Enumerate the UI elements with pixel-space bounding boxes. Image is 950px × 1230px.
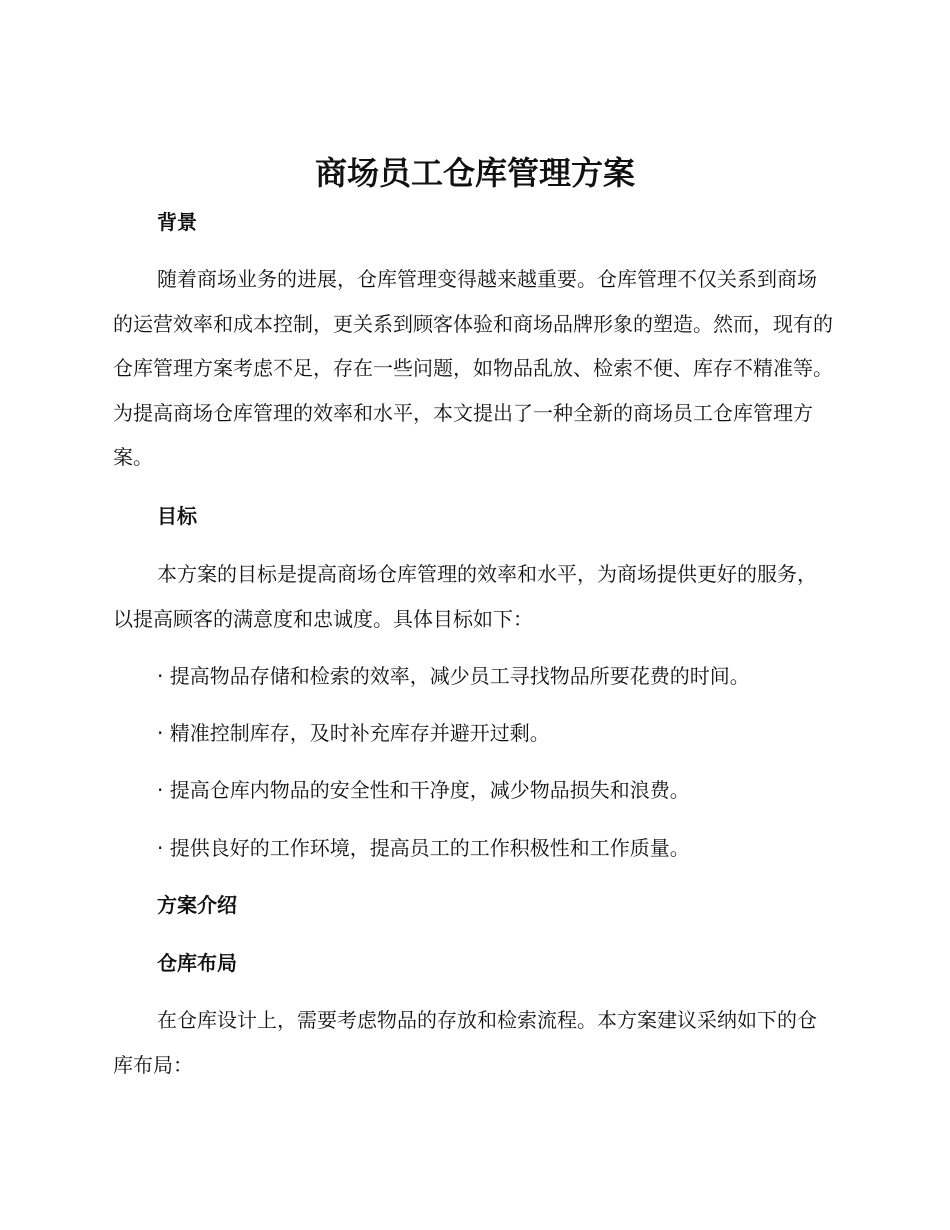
paragraph-layout: 在仓库设计上，需要考虑物品的存放和检索流程。本方案建议采纳如下的仓库布局： xyxy=(113,1008,817,1077)
section-heading-layout: 仓库布局 xyxy=(157,951,237,975)
goal-item: · 精准控制库存，及时补充库存并避开过剩。 xyxy=(157,721,550,745)
section-heading-goals: 目标 xyxy=(157,504,197,528)
goal-item: · 提高仓库内物品的安全性和干净度，减少物品损失和浪费。 xyxy=(157,778,690,802)
goal-item: · 提供良好的工作环境，提高员工的工作积极性和工作质量。 xyxy=(157,836,690,860)
section-heading-plan: 方案介绍 xyxy=(157,893,237,917)
paragraph-goals: 本方案的目标是提高商场仓库管理的效率和水平，为商场提供更好的服务，以提高顾客的满意度和忠诚度。具体目标如下： xyxy=(113,562,817,631)
document-title: 商场员工仓库管理方案 xyxy=(314,154,635,192)
goal-item: · 提高物品存储和检索的效率，减少员工寻找物品所要花费的时间。 xyxy=(157,664,750,688)
section-heading-background: 背景 xyxy=(157,210,197,234)
paragraph-background: 随着商场业务的进展，仓库管理变得越来越重要。仓库管理不仅关系到商场的运营效率和成本控制，更关系到顾客体验和商场品牌形象的塑造。然而，现有的仓库管理方案考虑不足，存在一些问题，如物品乱放、检索不便、库存不精准等。为提高商场仓库管理的效率和水平，本文提出了一种全新的商场员工仓库管理方案。 xyxy=(113,267,833,469)
